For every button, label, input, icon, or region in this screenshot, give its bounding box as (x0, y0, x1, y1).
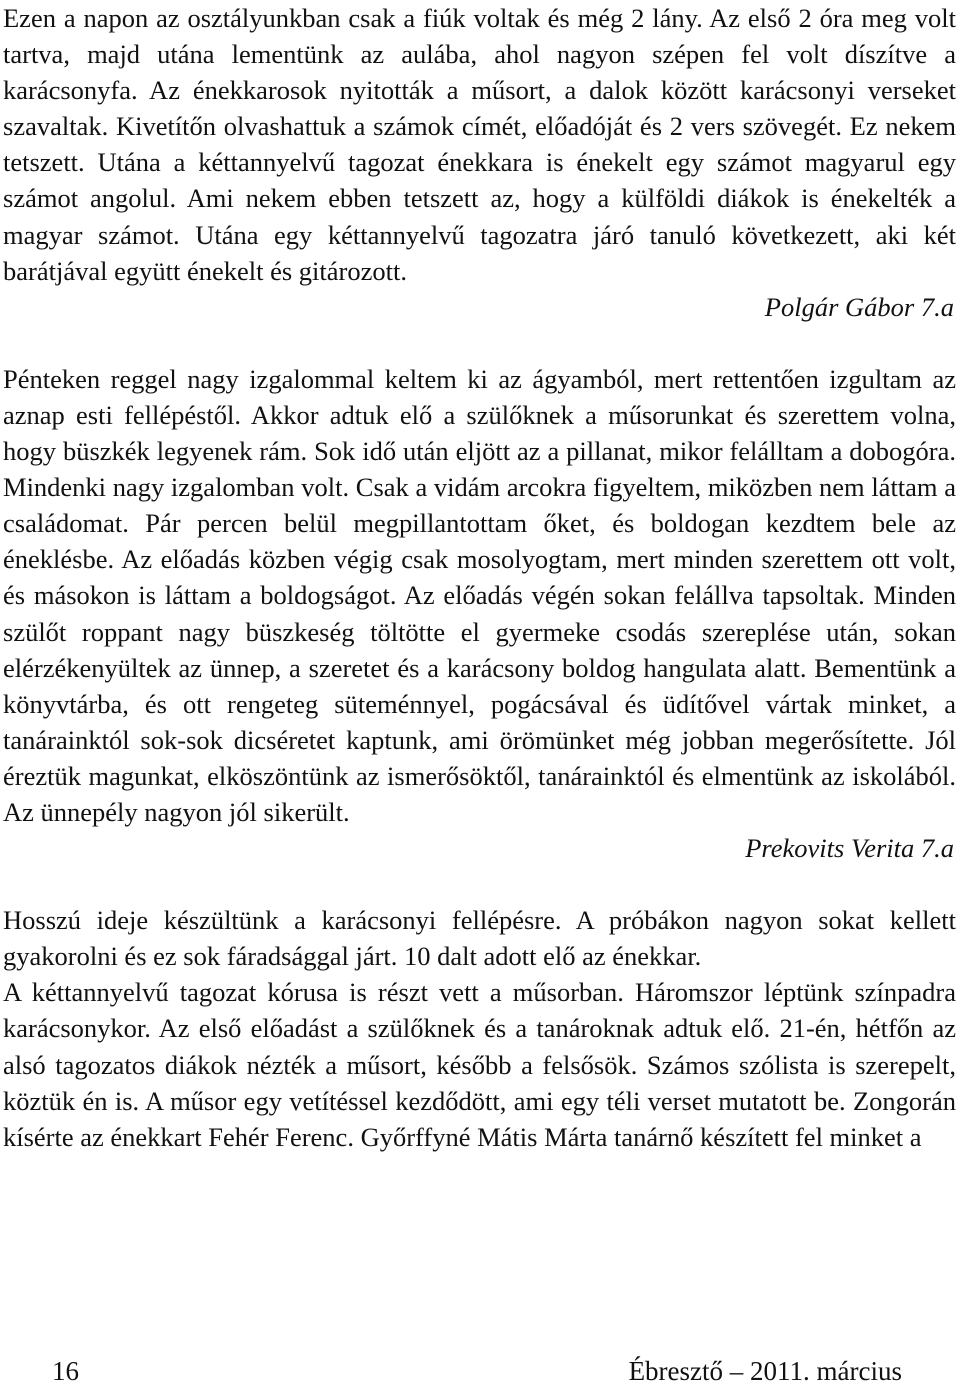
section-spacer (3, 325, 956, 361)
document-page (3, 0, 956, 1155)
article-paragraph-1: Ezen a napon az osztályunkban csak a fiúk voltak és még 2 lány. Az első 2 óra meg volt tartva, majd utána lementünk az aulába, ahol nagyon szépen fel volt díszítve a karácsonyfa. Az énekkarosok nyitották a műsort, a dalok között karácsonyi verseket szavaltak. Kivetítőn olvashattuk a számok címét, előadóját és 2 vers szövegét. Ez nekem tetszett. Utána a kéttannyelvű tagozat énekkara is énekelt egy számot magyarul egy számot angolul. Ami nekem ebben tetszett az, hogy a külföldi diákok is énekelték a magyar számot. Utána egy kéttannyelvű tagozatra járó tanuló következett, aki két barátjával együtt énekelt és gitározott. (3, 3, 956, 286)
article-paragraph-3a: Hosszú ideje készültünk a karácsonyi fellépésre. A próbákon nagyon sokat kellett gyakorolni és ez sok fáradsággal járt. 10 dalt adott elő az énekkar. (3, 905, 956, 972)
author-signature-1: Polgár Gábor 7.a (764, 291, 954, 322)
article-paragraph-3b: A kéttannyelvű tagozat kórusa is részt vett a műsorban. Háromszor léptünk színpadra karácsonykor. Az első előadást a szülőknek és a tanároknak adtuk elő. 21-én, hétfőn az alsó tagozatos diákok nézték a műsort, később a felsősök. Számos szólista is szerepelt, köztük én is. A műsor egy vetítéssel kezdődött, ami egy téli verset mutatott be. Zongorán kísérte az énekkart Fehér Ferenc. Győrffyné Mátis Márta tanárnő készített fel minket a (3, 977, 956, 1152)
author-signature-2: Prekovits Verita 7.a (745, 833, 954, 864)
section-spacer (3, 866, 956, 902)
page-number: 16 (52, 1356, 79, 1386)
article-paragraph-2: Pénteken reggel nagy izgalommal keltem ki az ágyamból, mert rettentően izgultam az aznap esti fellépéstől. Akkor adtuk elő a szülőknek a műsorunkat és szerettem volna, hogy büszkék legyenek rám. Sok idő után eljött az a pillanat, mikor felálltam a dobogóra. Mindenki nagy izgalomban volt. Csak a vidám arcokra figyeltem, miközben nem láttam a családomat. Pár percen belül megpillantottam őket, és boldogan kezdtem bele az éneklésbe. Az előadás közben végig csak mosolyogtam, mert minden szerettem ott volt, és másokon is láttam a boldogságot. Az előadás végén sokan felállva tapsoltak. Minden szülőt roppant nagy büszkeség töltötte el gyermeke csodás szereplése után, sokan elérzékenyültek az ünnep, a szeretet és a karácsony boldog hangulata alatt. Bementünk a könyvtárba, és ott rengeteg süteménnyel, pogácsával és üdítővel vártak minket, a tanárainktól sok-sok dicséretet kaptunk, ami örömünket még jobban megerősítette. Jól éreztük magunkat, elköszöntünk az ismerősöktől, tanárainktól és elmentünk az iskolából. Az ünnepély nagyon jól sikerült. (3, 363, 956, 827)
publication-title: Ébresztő – 2011. március (628, 1356, 902, 1386)
